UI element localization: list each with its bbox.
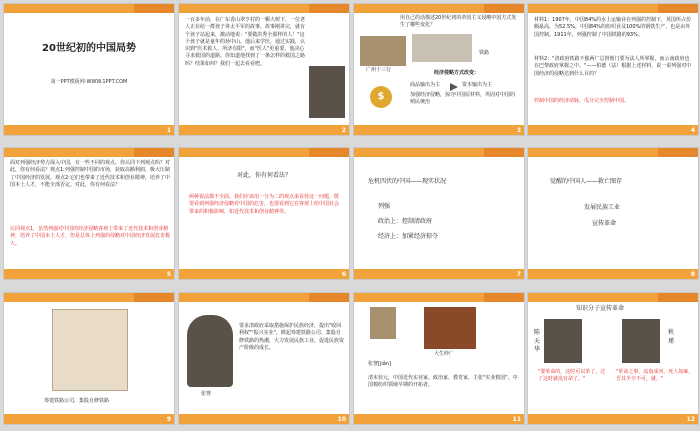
portrait-name: 张謇	[201, 391, 212, 397]
slide-number: 4	[690, 127, 695, 134]
slide-text: 清末状元，中国近代实业家、政治家、教育家，主张"实业救国"。中国棉纺织领域早期的开拓者。	[368, 375, 518, 389]
slide-quote: "要革命的，这时可以革了，过了这时就没有命了。"	[538, 369, 606, 383]
slide-thumbnail-1[interactable]	[3, 3, 175, 136]
slide-text: 商品输出为主	[410, 82, 441, 88]
slide-bottom-bar	[354, 125, 524, 135]
slide-number: 10	[337, 416, 346, 423]
arrow-right-icon	[450, 83, 458, 91]
slide-bottom-bar	[528, 269, 698, 279]
slide-bottom-bar	[179, 414, 349, 424]
slide-thumbnail-3[interactable]	[353, 3, 525, 136]
slide-text: 材料2："清政府铁路不独两广总督衙门要为法人所掌握，而云南政府也在巴黎政府掌握之中。"——柏德（法）根据上述材料，说一说列强对中国经济的侵略达到什么目的？	[534, 56, 692, 77]
slide-top-bar	[528, 148, 698, 157]
slide-answer: 认同观点1，虽然列强对中国的经济侵略客观上带来了近代技术和创业精神，培养了中国本土人才，但是总体上列强的侵略对中国经济发展危害极大。	[10, 226, 171, 247]
portrait-image	[187, 315, 233, 387]
slide-answer: 两种说法都不全面。我们应该用一分为二的观点来看待这一问题，既要看到列强经济侵略对中国的危害，也要看到它在客观上给中国社会带来的积极影响，如近代技术和创业精神等。	[189, 194, 340, 215]
portrait-name: 陈天华	[534, 329, 541, 354]
slide-thumbnail-7[interactable]	[353, 147, 525, 280]
portrait-image	[622, 319, 660, 363]
slide-thumbnail-4[interactable]	[527, 3, 699, 136]
slide-title: 20世纪初的中国局势	[42, 43, 136, 54]
slide-text: 要求清政府采取措施保护民族经济，提出"收回利权""振兴实业"，掀起筹建铁路公司、集股自修铁路的热潮，大力发展民族工业，促进民族资产阶级的成长。	[239, 323, 345, 351]
slide-number: 7	[516, 271, 521, 278]
image-label: 广州十三行	[366, 67, 392, 73]
trade-port-image	[360, 36, 406, 66]
slide-bottom-bar	[4, 125, 174, 135]
slide-thumbnail-12[interactable]	[527, 292, 699, 425]
slide-thumbnail-9[interactable]	[3, 292, 175, 425]
slide-text: 宣传革命	[592, 220, 617, 227]
money-bag-icon: $	[370, 86, 392, 108]
railway-image	[412, 34, 472, 62]
slide-top-bar	[354, 148, 524, 157]
slide-bottom-bar	[179, 125, 349, 135]
slide-number: 6	[341, 271, 346, 278]
slide-top-bar	[354, 293, 524, 302]
slide-thumbnail-5[interactable]	[3, 147, 175, 280]
slide-bottom-bar	[4, 414, 174, 424]
slide-question: 对此，你有何看法？	[236, 172, 291, 179]
slide-text: 加强经济侵略，掠夺中国原材料，巩固对中国的殖民统治	[410, 92, 516, 106]
slide-text: 经济上：加紧经济掠夺	[378, 233, 439, 240]
slide-text: 一百多年前，在广东香山翠亨村的一颗大树下，一位老人正在给一群孩子讲太平军的故事。故事刚讲完，就有个孩子站起来，激动地说："要做洪秀全那样的人！"这个孩子就是童年的孙中山。他后来学医，通过实践，认识到"医术救人，所济有限"，而"医人"更重要。他决心寻求救国的道路。你知道他找到了一条怎样的救国之路吗？结果如何？我们一起去看看吧。	[185, 17, 306, 67]
slide-number: 5	[166, 271, 171, 278]
slide-bottom-bar	[354, 269, 524, 279]
slide-bottom-bar	[354, 414, 524, 424]
image-label: 大生纱厂	[434, 351, 455, 357]
slide-text: 资本输出为主	[462, 82, 493, 88]
factory-gate-image	[424, 307, 476, 349]
slide-number: 11	[512, 416, 521, 423]
slide-number: 2	[341, 127, 346, 134]
slide-quote: "革命之事，流血成河，死人如麻，吾其半辛不可，就。"	[616, 369, 694, 383]
slide-top-bar	[528, 4, 698, 13]
slide-top-bar	[4, 293, 174, 302]
slide-text: 列强	[378, 203, 391, 210]
slide-answer: 控制中国的经济命脉，瓜分完全控制中国。	[534, 98, 630, 104]
bust-statue-image	[370, 307, 396, 339]
slide-thumbnail-2[interactable]	[178, 3, 350, 136]
image-label: 铁路	[479, 50, 490, 56]
portrait-name: 秋瑾	[668, 329, 675, 345]
stock-certificate-image	[52, 309, 128, 391]
slide-text: 政治上：控制清政府	[378, 218, 433, 225]
slide-thumbnail-11[interactable]	[353, 292, 525, 425]
slide-top-bar	[4, 148, 174, 157]
slide-caption: 筹建铁路公司，集股自修铁路	[44, 398, 110, 404]
slide-top-bar	[179, 293, 349, 302]
slide-question: 用自己的话描述20世纪初的帝国主义侵略中国方式发生了哪些变化？	[400, 15, 517, 29]
slide-top-bar	[179, 4, 349, 13]
slide-text: 发展民族工业	[584, 204, 621, 211]
slide-heading: 经济侵略方式改变：	[434, 70, 480, 76]
slide-text: 材料1：1907年，中国84%的水上运输业在列强的控制下，英国所占份额最高，为52.5%。中国84%的纺织业及100%的钢铁生产，也是由外国控制。1911年，列强控制了中国铁路的93%。	[534, 17, 692, 38]
slide-top-bar	[179, 148, 349, 157]
slide-number: 8	[690, 271, 695, 278]
slide-number: 1	[166, 127, 171, 134]
portrait-image	[544, 319, 582, 363]
slide-top-bar	[528, 293, 698, 302]
slide-text: 面对列强经济势力深入中国，有一些不同的观点。你认同下列观点吗？对此，你有何看法？观点1:列强控制中国的市场，获取高额利润，极大压制了中国经济的发展。观点2:它们也带来了近代技术和创业精神，培养了中国本土人才，不能全部否定。对此，你有何看法？	[10, 160, 171, 188]
slide-number: 3	[516, 127, 521, 134]
slide-bottom-bar	[179, 269, 349, 279]
slide-title: 觉醒的中国人——救亡图存	[550, 178, 623, 185]
slide-number: 9	[166, 416, 171, 423]
slide-bottom-bar	[528, 125, 698, 135]
slide-subtitle: 第一PPT模板网-WWW.1PPT.COM	[50, 79, 128, 85]
slide-thumbnail-8[interactable]	[527, 147, 699, 280]
image-label: 张謇[jiǎn]	[368, 361, 391, 367]
portrait-image	[309, 66, 345, 118]
slide-top-bar	[354, 4, 524, 13]
slide-title: 知识分子宣传革命	[576, 305, 625, 312]
slide-thumbnail-6[interactable]	[178, 147, 350, 280]
slide-top-bar	[4, 4, 174, 13]
slide-number: 12	[686, 416, 695, 423]
slide-bottom-bar	[528, 414, 698, 424]
slide-bottom-bar	[4, 269, 174, 279]
slide-thumbnail-10[interactable]	[178, 292, 350, 425]
slide-title: 危机四伏的中国——现实状况	[368, 178, 447, 185]
